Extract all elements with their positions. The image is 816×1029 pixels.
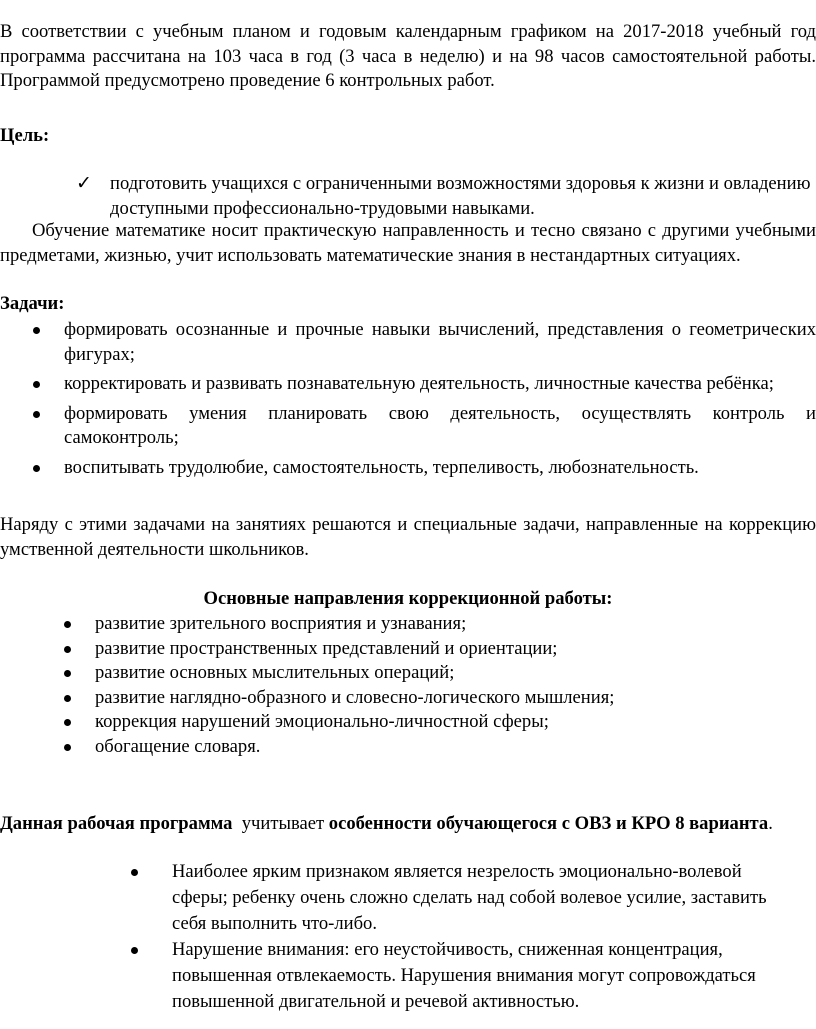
bullet-icon xyxy=(64,670,71,677)
list-item: Наиболее ярким признаком является незрелость эмоционально-волевой сферы; ребенку очень сложно сделать над собой волевое усилие, заставить себя выполнить что-либо. xyxy=(0,859,776,937)
goal-check-item xyxy=(0,172,816,221)
goal-paragraph: Обучение математике носит практическую направленность и тесно связано с другими учебными предметами, жизнью, учит использовать математические знания в нестандартных ситуациях. xyxy=(0,220,816,266)
intro-paragraph: В соответствии с учебным планом и годовым календарным графиком на 2017-2018 учебный год программа рассчитана на 103 часа в год (3 часа в неделю) и на 98 часов самостоятельной работы. Программой предусмотрено проведение 6 контрольных работ. xyxy=(0,21,816,91)
bullet-icon xyxy=(131,869,138,876)
features-list xyxy=(0,859,776,1015)
tasks-heading: Задачи: xyxy=(0,293,65,314)
bullet-icon xyxy=(64,646,71,653)
list-item: развитие зрительного восприятия и узнавания; xyxy=(0,612,816,637)
list-item: коррекция нарушений эмоционально-личностной сферы; xyxy=(0,710,816,735)
bullet-icon xyxy=(64,744,71,751)
list-item: формировать умения планировать свою деятельность, осуществлять контроль и самоконтроль; xyxy=(0,402,816,451)
list-item: развитие пространственных представлений и ориентации; xyxy=(0,637,816,662)
features-lead: Данная рабочая программа учитывает особенности обучающегося с ОВЗ и КРО 8 варианта. xyxy=(0,813,773,834)
bullet-icon xyxy=(33,465,40,472)
bullet-icon xyxy=(33,381,40,388)
goal-heading: Цель: xyxy=(0,125,50,146)
directions-heading: Основные направления коррекционной работы: xyxy=(203,588,613,609)
bullet-icon xyxy=(131,947,138,954)
list-item: корректировать и развивать познавательную деятельность, личностные качества ребёнка; xyxy=(0,372,816,397)
bullet-icon xyxy=(64,695,71,702)
list-item: воспитывать трудолюбие, самостоятельность, терпеливость, любознательность. xyxy=(0,456,816,481)
goal-check-text: подготовить учащихся с ограниченными возможностями здоровья к жизни и овладению доступными профессионально-трудовыми навыками. xyxy=(110,173,811,219)
bullet-icon xyxy=(33,327,40,334)
list-item: развитие основных мыслительных операций; xyxy=(0,661,816,686)
bullet-icon xyxy=(64,719,71,726)
special-paragraph: Наряду с этими задачами на занятиях решаются и специальные задачи, направленные на коррекцию умственной деятельности школьников. xyxy=(0,514,816,560)
bullet-icon xyxy=(33,411,40,418)
checkmark-icon: ✓ xyxy=(76,173,92,194)
directions-list xyxy=(0,612,816,759)
tasks-list xyxy=(0,318,816,480)
list-item: развитие наглядно-образного и словесно-логического мышления; xyxy=(0,686,816,711)
list-item: обогащение словаря. xyxy=(0,735,816,760)
bullet-icon xyxy=(64,621,71,628)
list-item: Нарушение внимания: его неустойчивость, сниженная концентрация, повышенная отвлекаемость. Нарушения внимания могут сопровождаться повышенной двигательной и речевой активностью. xyxy=(0,937,776,1015)
list-item: формировать осознанные и прочные навыки вычислений, представления о геометрических фигурах; xyxy=(0,318,816,367)
